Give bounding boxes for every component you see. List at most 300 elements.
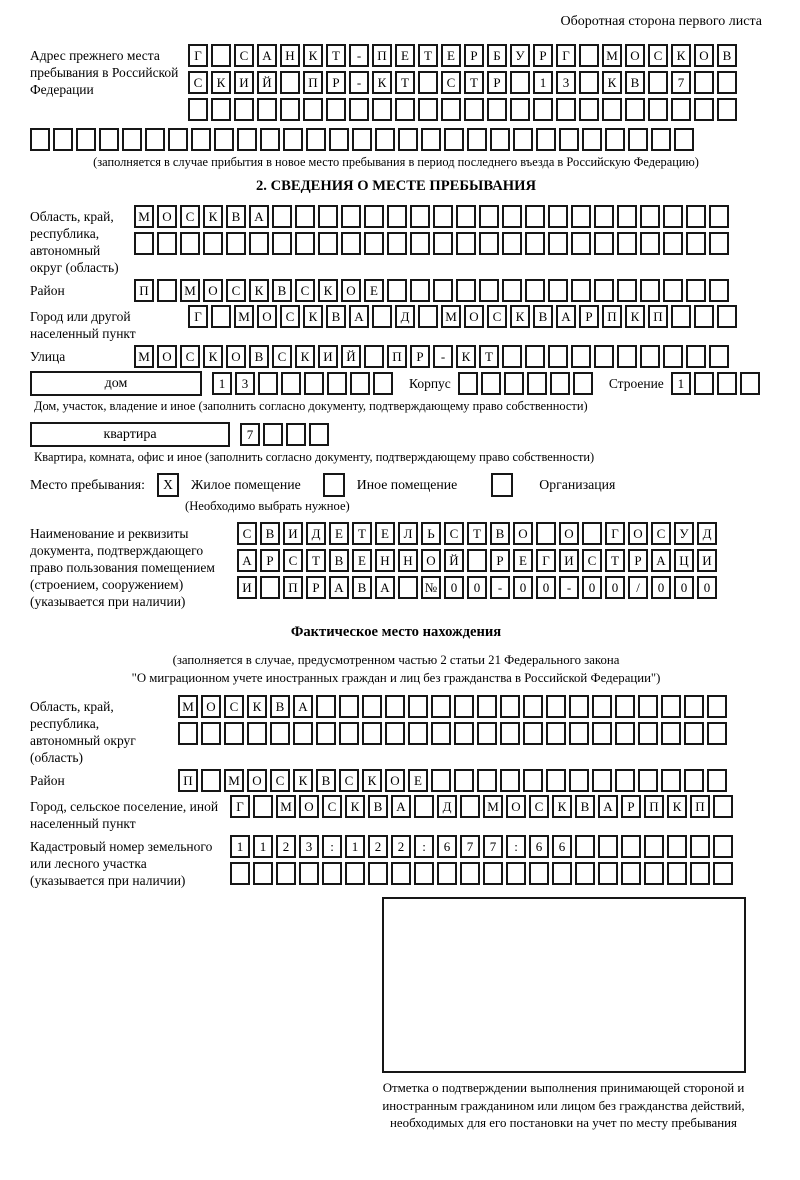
char-cell[interactable] bbox=[479, 205, 499, 228]
char-cell[interactable]: 6 bbox=[437, 835, 457, 858]
char-cell[interactable] bbox=[272, 232, 292, 255]
char-cell[interactable] bbox=[385, 695, 405, 718]
char-cell[interactable]: К bbox=[247, 695, 267, 718]
char-cell[interactable] bbox=[502, 205, 522, 228]
char-cell[interactable]: Д bbox=[697, 522, 717, 545]
char-cell[interactable] bbox=[502, 345, 522, 368]
char-cell[interactable]: : bbox=[506, 835, 526, 858]
char-cell[interactable]: О bbox=[299, 795, 319, 818]
char-cell[interactable]: 3 bbox=[235, 372, 255, 395]
char-cell[interactable] bbox=[690, 862, 710, 885]
char-cell[interactable] bbox=[638, 695, 658, 718]
char-cell[interactable] bbox=[615, 769, 635, 792]
char-cell[interactable]: П bbox=[690, 795, 710, 818]
char-cell[interactable] bbox=[621, 835, 641, 858]
char-cell[interactable]: С bbox=[322, 795, 342, 818]
char-cell[interactable]: К bbox=[345, 795, 365, 818]
char-cell[interactable]: Т bbox=[467, 522, 487, 545]
char-cell[interactable]: О bbox=[628, 522, 648, 545]
char-cell[interactable] bbox=[638, 722, 658, 745]
char-cell[interactable]: О bbox=[201, 695, 221, 718]
char-cell[interactable]: Е bbox=[375, 522, 395, 545]
char-cell[interactable] bbox=[556, 98, 576, 121]
char-cell[interactable]: И bbox=[283, 522, 303, 545]
char-cell[interactable] bbox=[373, 372, 393, 395]
char-cell[interactable] bbox=[270, 722, 290, 745]
char-cell[interactable]: А bbox=[237, 549, 257, 572]
char-cell[interactable] bbox=[502, 232, 522, 255]
char-cell[interactable] bbox=[717, 98, 737, 121]
char-cell[interactable] bbox=[441, 98, 461, 121]
char-cell[interactable] bbox=[226, 232, 246, 255]
char-cell[interactable] bbox=[168, 128, 188, 151]
char-cell[interactable] bbox=[322, 862, 342, 885]
char-cell[interactable] bbox=[329, 128, 349, 151]
char-cell[interactable]: К bbox=[203, 345, 223, 368]
char-cell[interactable]: К bbox=[293, 769, 313, 792]
char-cell[interactable] bbox=[594, 279, 614, 302]
char-cell[interactable]: Р bbox=[260, 549, 280, 572]
char-cell[interactable] bbox=[433, 232, 453, 255]
char-cell[interactable] bbox=[500, 695, 520, 718]
char-cell[interactable]: С bbox=[180, 205, 200, 228]
char-cell[interactable] bbox=[536, 128, 556, 151]
char-cell[interactable] bbox=[707, 695, 727, 718]
char-cell[interactable] bbox=[431, 695, 451, 718]
stay-checkbox-org[interactable] bbox=[491, 473, 513, 497]
char-cell[interactable]: В bbox=[249, 345, 269, 368]
char-cell[interactable] bbox=[385, 722, 405, 745]
char-cell[interactable] bbox=[418, 71, 438, 94]
char-cell[interactable] bbox=[694, 372, 714, 395]
char-cell[interactable] bbox=[684, 769, 704, 792]
char-cell[interactable]: Р bbox=[621, 795, 641, 818]
char-cell[interactable] bbox=[339, 695, 359, 718]
char-cell[interactable] bbox=[410, 279, 430, 302]
char-cell[interactable] bbox=[418, 305, 438, 328]
char-cell[interactable]: 7 bbox=[240, 423, 260, 446]
char-cell[interactable]: 0 bbox=[467, 576, 487, 599]
char-cell[interactable] bbox=[663, 205, 683, 228]
char-cell[interactable] bbox=[694, 71, 714, 94]
char-cell[interactable] bbox=[454, 722, 474, 745]
char-cell[interactable] bbox=[617, 345, 637, 368]
char-cell[interactable] bbox=[387, 232, 407, 255]
char-cell[interactable]: К bbox=[625, 305, 645, 328]
char-cell[interactable] bbox=[605, 128, 625, 151]
char-cell[interactable]: Г bbox=[556, 44, 576, 67]
char-cell[interactable] bbox=[306, 128, 326, 151]
char-cell[interactable] bbox=[349, 98, 369, 121]
char-cell[interactable]: : bbox=[414, 835, 434, 858]
char-cell[interactable]: Г bbox=[605, 522, 625, 545]
char-cell[interactable] bbox=[598, 835, 618, 858]
char-cell[interactable]: Е bbox=[364, 279, 384, 302]
char-cell[interactable] bbox=[454, 695, 474, 718]
char-cell[interactable] bbox=[661, 769, 681, 792]
char-cell[interactable] bbox=[76, 128, 96, 151]
char-cell[interactable] bbox=[648, 98, 668, 121]
char-cell[interactable]: С bbox=[295, 279, 315, 302]
char-cell[interactable] bbox=[145, 128, 165, 151]
char-cell[interactable]: В bbox=[533, 305, 553, 328]
char-cell[interactable] bbox=[272, 205, 292, 228]
char-cell[interactable] bbox=[648, 71, 668, 94]
char-cell[interactable] bbox=[628, 128, 648, 151]
char-cell[interactable] bbox=[477, 722, 497, 745]
char-cell[interactable] bbox=[201, 769, 221, 792]
char-cell[interactable]: К bbox=[318, 279, 338, 302]
char-cell[interactable]: Р bbox=[410, 345, 430, 368]
char-cell[interactable]: С bbox=[283, 549, 303, 572]
char-cell[interactable] bbox=[418, 98, 438, 121]
char-cell[interactable]: Р bbox=[628, 549, 648, 572]
char-cell[interactable] bbox=[249, 232, 269, 255]
char-cell[interactable]: Г bbox=[188, 44, 208, 67]
char-cell[interactable]: 7 bbox=[460, 835, 480, 858]
char-cell[interactable] bbox=[707, 769, 727, 792]
char-cell[interactable]: М bbox=[234, 305, 254, 328]
char-cell[interactable] bbox=[316, 695, 336, 718]
char-cell[interactable] bbox=[316, 722, 336, 745]
char-cell[interactable] bbox=[579, 44, 599, 67]
char-cell[interactable]: С bbox=[272, 345, 292, 368]
char-cell[interactable] bbox=[211, 44, 231, 67]
char-cell[interactable] bbox=[525, 205, 545, 228]
char-cell[interactable]: Е bbox=[329, 522, 349, 545]
char-cell[interactable]: М bbox=[483, 795, 503, 818]
char-cell[interactable]: А bbox=[293, 695, 313, 718]
char-cell[interactable] bbox=[304, 372, 324, 395]
char-cell[interactable] bbox=[201, 722, 221, 745]
char-cell[interactable] bbox=[579, 98, 599, 121]
char-cell[interactable] bbox=[408, 722, 428, 745]
char-cell[interactable]: 1 bbox=[533, 71, 553, 94]
char-cell[interactable]: Т bbox=[352, 522, 372, 545]
char-cell[interactable] bbox=[191, 128, 211, 151]
char-cell[interactable] bbox=[500, 769, 520, 792]
char-cell[interactable] bbox=[684, 695, 704, 718]
char-cell[interactable] bbox=[180, 232, 200, 255]
char-cell[interactable] bbox=[663, 232, 683, 255]
char-cell[interactable]: С bbox=[651, 522, 671, 545]
char-cell[interactable] bbox=[546, 769, 566, 792]
char-cell[interactable]: А bbox=[391, 795, 411, 818]
char-cell[interactable] bbox=[211, 98, 231, 121]
char-cell[interactable]: П bbox=[178, 769, 198, 792]
char-cell[interactable] bbox=[364, 345, 384, 368]
char-cell[interactable]: В bbox=[717, 44, 737, 67]
char-cell[interactable] bbox=[713, 862, 733, 885]
char-cell[interactable]: С bbox=[226, 279, 246, 302]
char-cell[interactable]: К bbox=[552, 795, 572, 818]
char-cell[interactable] bbox=[253, 862, 273, 885]
char-cell[interactable]: С bbox=[582, 549, 602, 572]
char-cell[interactable] bbox=[709, 345, 729, 368]
char-cell[interactable]: Й bbox=[257, 71, 277, 94]
char-cell[interactable]: Е bbox=[513, 549, 533, 572]
char-cell[interactable] bbox=[408, 695, 428, 718]
char-cell[interactable] bbox=[253, 795, 273, 818]
char-cell[interactable]: Н bbox=[280, 44, 300, 67]
char-cell[interactable] bbox=[490, 128, 510, 151]
char-cell[interactable] bbox=[525, 345, 545, 368]
char-cell[interactable]: В bbox=[326, 305, 346, 328]
char-cell[interactable] bbox=[280, 71, 300, 94]
char-cell[interactable]: М bbox=[180, 279, 200, 302]
char-cell[interactable] bbox=[487, 98, 507, 121]
char-cell[interactable] bbox=[477, 695, 497, 718]
char-cell[interactable]: В bbox=[329, 549, 349, 572]
char-cell[interactable]: У bbox=[674, 522, 694, 545]
char-cell[interactable] bbox=[431, 769, 451, 792]
char-cell[interactable]: Р bbox=[487, 71, 507, 94]
char-cell[interactable]: 0 bbox=[582, 576, 602, 599]
char-cell[interactable] bbox=[713, 795, 733, 818]
char-cell[interactable] bbox=[326, 98, 346, 121]
char-cell[interactable] bbox=[740, 372, 760, 395]
char-cell[interactable]: О bbox=[157, 205, 177, 228]
char-cell[interactable]: Т bbox=[418, 44, 438, 67]
char-cell[interactable]: О bbox=[559, 522, 579, 545]
char-cell[interactable]: С bbox=[444, 522, 464, 545]
char-cell[interactable] bbox=[481, 372, 501, 395]
char-cell[interactable] bbox=[398, 128, 418, 151]
char-cell[interactable]: В bbox=[260, 522, 280, 545]
char-cell[interactable]: Е bbox=[408, 769, 428, 792]
char-cell[interactable] bbox=[421, 128, 441, 151]
char-cell[interactable]: Д bbox=[437, 795, 457, 818]
char-cell[interactable]: Т bbox=[479, 345, 499, 368]
char-cell[interactable] bbox=[372, 305, 392, 328]
char-cell[interactable] bbox=[709, 205, 729, 228]
char-cell[interactable]: С bbox=[224, 695, 244, 718]
char-cell[interactable] bbox=[592, 722, 612, 745]
char-cell[interactable] bbox=[694, 98, 714, 121]
char-cell[interactable]: 1 bbox=[230, 835, 250, 858]
char-cell[interactable] bbox=[362, 695, 382, 718]
char-cell[interactable] bbox=[410, 205, 430, 228]
char-cell[interactable] bbox=[303, 98, 323, 121]
char-cell[interactable] bbox=[341, 232, 361, 255]
char-cell[interactable] bbox=[548, 279, 568, 302]
char-cell[interactable] bbox=[529, 862, 549, 885]
char-cell[interactable]: П bbox=[602, 305, 622, 328]
char-cell[interactable]: 0 bbox=[651, 576, 671, 599]
char-cell[interactable]: Е bbox=[441, 44, 461, 67]
char-cell[interactable] bbox=[444, 128, 464, 151]
char-cell[interactable]: Г bbox=[536, 549, 556, 572]
char-cell[interactable]: / bbox=[628, 576, 648, 599]
stay-checkbox-zhiloe[interactable]: X bbox=[157, 473, 179, 497]
char-cell[interactable]: 7 bbox=[483, 835, 503, 858]
char-cell[interactable] bbox=[615, 722, 635, 745]
char-cell[interactable] bbox=[341, 205, 361, 228]
char-cell[interactable]: 3 bbox=[299, 835, 319, 858]
char-cell[interactable]: А bbox=[598, 795, 618, 818]
char-cell[interactable] bbox=[598, 862, 618, 885]
char-cell[interactable] bbox=[483, 862, 503, 885]
char-cell[interactable] bbox=[569, 722, 589, 745]
char-cell[interactable]: С bbox=[529, 795, 549, 818]
char-cell[interactable]: Е bbox=[395, 44, 415, 67]
char-cell[interactable]: К bbox=[211, 71, 231, 94]
char-cell[interactable]: С bbox=[280, 305, 300, 328]
char-cell[interactable] bbox=[569, 695, 589, 718]
char-cell[interactable]: О bbox=[203, 279, 223, 302]
char-cell[interactable] bbox=[640, 345, 660, 368]
char-cell[interactable] bbox=[663, 279, 683, 302]
char-cell[interactable]: К bbox=[303, 44, 323, 67]
char-cell[interactable]: 1 bbox=[253, 835, 273, 858]
char-cell[interactable] bbox=[592, 695, 612, 718]
char-cell[interactable]: О bbox=[513, 522, 533, 545]
char-cell[interactable] bbox=[345, 862, 365, 885]
char-cell[interactable] bbox=[617, 232, 637, 255]
char-cell[interactable]: О bbox=[257, 305, 277, 328]
char-cell[interactable] bbox=[533, 98, 553, 121]
char-cell[interactable]: П bbox=[303, 71, 323, 94]
char-cell[interactable]: С bbox=[188, 71, 208, 94]
char-cell[interactable] bbox=[523, 695, 543, 718]
char-cell[interactable]: 2 bbox=[276, 835, 296, 858]
char-cell[interactable]: О bbox=[247, 769, 267, 792]
char-cell[interactable] bbox=[283, 128, 303, 151]
char-cell[interactable] bbox=[460, 795, 480, 818]
char-cell[interactable] bbox=[391, 862, 411, 885]
char-cell[interactable]: 1 bbox=[212, 372, 232, 395]
char-cell[interactable] bbox=[237, 128, 257, 151]
char-cell[interactable] bbox=[410, 232, 430, 255]
char-cell[interactable]: Т bbox=[326, 44, 346, 67]
char-cell[interactable] bbox=[364, 232, 384, 255]
char-cell[interactable]: И bbox=[559, 549, 579, 572]
char-cell[interactable] bbox=[525, 279, 545, 302]
char-cell[interactable] bbox=[640, 232, 660, 255]
char-cell[interactable]: С bbox=[648, 44, 668, 67]
char-cell[interactable] bbox=[621, 862, 641, 885]
char-cell[interactable]: Т bbox=[605, 549, 625, 572]
char-cell[interactable] bbox=[667, 862, 687, 885]
char-cell[interactable]: Д bbox=[306, 522, 326, 545]
char-cell[interactable] bbox=[479, 232, 499, 255]
char-cell[interactable] bbox=[571, 345, 591, 368]
char-cell[interactable]: М bbox=[276, 795, 296, 818]
char-cell[interactable] bbox=[188, 98, 208, 121]
char-cell[interactable]: Б bbox=[487, 44, 507, 67]
char-cell[interactable]: П bbox=[134, 279, 154, 302]
char-cell[interactable]: С bbox=[180, 345, 200, 368]
char-cell[interactable]: М bbox=[441, 305, 461, 328]
char-cell[interactable]: К bbox=[667, 795, 687, 818]
char-cell[interactable] bbox=[460, 862, 480, 885]
char-cell[interactable] bbox=[134, 232, 154, 255]
char-cell[interactable] bbox=[686, 345, 706, 368]
char-cell[interactable] bbox=[640, 279, 660, 302]
char-cell[interactable] bbox=[552, 862, 572, 885]
char-cell[interactable]: 1 bbox=[345, 835, 365, 858]
char-cell[interactable]: С bbox=[487, 305, 507, 328]
char-cell[interactable]: Ц bbox=[674, 549, 694, 572]
char-cell[interactable] bbox=[456, 205, 476, 228]
char-cell[interactable] bbox=[674, 128, 694, 151]
char-cell[interactable] bbox=[327, 372, 347, 395]
char-cell[interactable] bbox=[387, 205, 407, 228]
char-cell[interactable]: М bbox=[134, 345, 154, 368]
char-cell[interactable]: Й bbox=[341, 345, 361, 368]
char-cell[interactable] bbox=[286, 423, 306, 446]
char-cell[interactable]: Р bbox=[326, 71, 346, 94]
char-cell[interactable] bbox=[525, 232, 545, 255]
char-cell[interactable]: Р bbox=[306, 576, 326, 599]
char-cell[interactable]: П bbox=[283, 576, 303, 599]
char-cell[interactable] bbox=[717, 71, 737, 94]
char-cell[interactable] bbox=[638, 769, 658, 792]
char-cell[interactable] bbox=[713, 835, 733, 858]
char-cell[interactable]: П bbox=[648, 305, 668, 328]
char-cell[interactable] bbox=[257, 98, 277, 121]
char-cell[interactable] bbox=[571, 232, 591, 255]
char-cell[interactable]: А bbox=[349, 305, 369, 328]
char-cell[interactable]: 3 bbox=[556, 71, 576, 94]
char-cell[interactable] bbox=[617, 279, 637, 302]
char-cell[interactable] bbox=[281, 372, 301, 395]
char-cell[interactable]: - bbox=[433, 345, 453, 368]
char-cell[interactable]: № bbox=[421, 576, 441, 599]
char-cell[interactable]: А bbox=[257, 44, 277, 67]
char-cell[interactable] bbox=[203, 232, 223, 255]
char-cell[interactable]: К bbox=[671, 44, 691, 67]
char-cell[interactable]: Т bbox=[395, 71, 415, 94]
char-cell[interactable] bbox=[500, 722, 520, 745]
char-cell[interactable] bbox=[546, 722, 566, 745]
char-cell[interactable] bbox=[318, 232, 338, 255]
char-cell[interactable] bbox=[458, 372, 478, 395]
char-cell[interactable]: Н bbox=[398, 549, 418, 572]
char-cell[interactable] bbox=[260, 576, 280, 599]
char-cell[interactable]: П bbox=[644, 795, 664, 818]
char-cell[interactable] bbox=[709, 232, 729, 255]
char-cell[interactable] bbox=[456, 232, 476, 255]
char-cell[interactable]: В bbox=[575, 795, 595, 818]
char-cell[interactable]: 0 bbox=[444, 576, 464, 599]
char-cell[interactable] bbox=[368, 862, 388, 885]
char-cell[interactable]: - bbox=[349, 44, 369, 67]
char-cell[interactable]: К bbox=[602, 71, 622, 94]
char-cell[interactable] bbox=[431, 722, 451, 745]
char-cell[interactable]: 2 bbox=[391, 835, 411, 858]
char-cell[interactable]: Р bbox=[579, 305, 599, 328]
char-cell[interactable]: В bbox=[625, 71, 645, 94]
char-cell[interactable]: Т bbox=[306, 549, 326, 572]
char-cell[interactable]: К bbox=[303, 305, 323, 328]
char-cell[interactable] bbox=[433, 205, 453, 228]
char-cell[interactable]: 0 bbox=[605, 576, 625, 599]
char-cell[interactable] bbox=[661, 695, 681, 718]
char-cell[interactable] bbox=[594, 232, 614, 255]
char-cell[interactable] bbox=[582, 522, 602, 545]
char-cell[interactable] bbox=[339, 722, 359, 745]
char-cell[interactable] bbox=[464, 98, 484, 121]
char-cell[interactable]: С bbox=[237, 522, 257, 545]
char-cell[interactable] bbox=[280, 98, 300, 121]
char-cell[interactable]: В bbox=[316, 769, 336, 792]
char-cell[interactable]: Е bbox=[352, 549, 372, 572]
char-cell[interactable] bbox=[686, 205, 706, 228]
char-cell[interactable]: У bbox=[510, 44, 530, 67]
char-cell[interactable] bbox=[276, 862, 296, 885]
char-cell[interactable] bbox=[258, 372, 278, 395]
